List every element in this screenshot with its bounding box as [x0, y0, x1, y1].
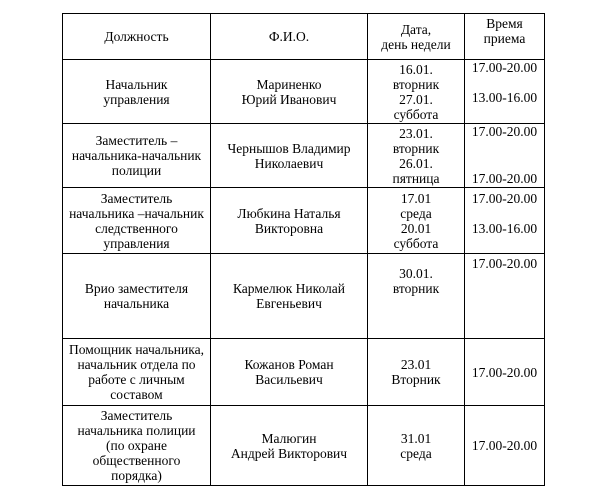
time-cell: 17.00-20.00 13.00-16.00: [465, 60, 545, 124]
header-time: Время приема: [465, 14, 545, 60]
date-cell: 16.01. вторник 27.01. суббота: [368, 60, 465, 124]
position-cell: Врио заместителя начальника: [63, 254, 211, 339]
header-position: Должность: [63, 14, 211, 60]
header-date: Дата, день недели: [368, 14, 465, 60]
position-cell: Заместитель начальника полиции (по охране общественного порядка): [63, 406, 211, 486]
name-cell: Любкина Наталья Викторовна: [211, 188, 368, 254]
time-cell: 17.00-20.00 17.00-20.00: [465, 124, 545, 188]
reception-schedule-table: [62, 13, 545, 486]
name-cell: Мариненко Юрий Иванович: [211, 60, 368, 124]
time-cell: 17.00-20.00 13.00-16.00: [465, 188, 545, 254]
position-cell: Заместитель начальника –начальник следственного управления: [63, 188, 211, 254]
table-row: [63, 254, 545, 339]
date-cell: 23.01. вторник 26.01. пятница: [368, 124, 465, 188]
name-cell: Кожанов Роман Васильевич: [211, 339, 368, 406]
time-cell: 17.00-20.00: [465, 339, 545, 406]
date-cell: 31.01 среда: [368, 406, 465, 486]
time-cell: 17.00-20.00: [465, 406, 545, 486]
position-cell: Начальник управления: [63, 60, 211, 124]
name-cell: Кармелюк Николай Евгеньевич: [211, 254, 368, 339]
header-name: Ф.И.О.: [211, 14, 368, 60]
table-row: [63, 406, 545, 486]
position-cell: Помощник начальника, начальник отдела по работе с личным составом: [63, 339, 211, 406]
table-row: [63, 339, 545, 406]
date-cell: 17.01 среда 20.01 суббота: [368, 188, 465, 254]
date-cell: 23.01 Вторник: [368, 339, 465, 406]
time-cell: 17.00-20.00: [465, 254, 545, 339]
position-cell: Заместитель – начальника-начальник полиции: [63, 124, 211, 188]
table-row: [63, 188, 545, 254]
table-row: [63, 124, 545, 188]
date-cell: 30.01. вторник: [368, 254, 465, 339]
table-row: [63, 60, 545, 124]
name-cell: Чернышов Владимир Николаевич: [211, 124, 368, 188]
name-cell: Малюгин Андрей Викторович: [211, 406, 368, 486]
header-row: [63, 14, 545, 60]
